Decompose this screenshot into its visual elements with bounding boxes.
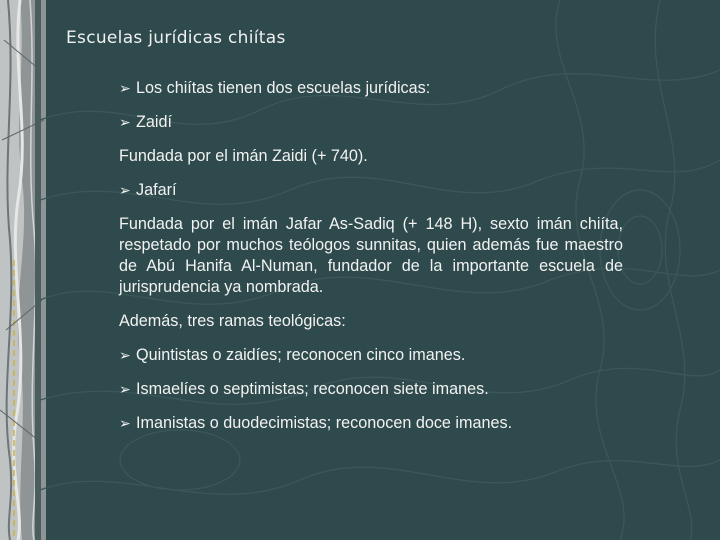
bullet-item <box>119 345 623 366</box>
arrow-bullet-icon: ➢ <box>119 80 131 96</box>
arrow-bullet-icon: ➢ <box>119 381 131 397</box>
bullet-text: Los chiítas tienen dos escuelas jurídicas: <box>136 79 431 97</box>
paragraph: Fundada por el imán Jafar As-Sadiq (+ 148 H), sexto imán chiíta, respetado por muchos teólogos sunnitas, quien además fue maestro de Abú Hanifa Al-Numan, fundador de la importante escuela de jurisprudencia ya nombrada. <box>119 215 623 296</box>
bullet-item <box>119 379 623 400</box>
bullet-text: Imanistas o duodecimistas; reconocen doce imanes. <box>136 414 513 432</box>
bullet-item <box>119 112 623 133</box>
slide-title: Escuelas jurídicas chiítas <box>66 28 286 48</box>
bullet-text: Quintistas o zaidíes; reconocen cinco imanes. <box>136 346 466 364</box>
bullet-item <box>119 413 623 434</box>
bullet-item <box>119 180 623 201</box>
bullet-text: Ismaelíes o septimistas; reconocen siete imanes. <box>136 380 489 398</box>
slide-content <box>119 72 623 434</box>
bullet-item <box>119 78 623 99</box>
arrow-bullet-icon: ➢ <box>119 182 131 198</box>
arrow-bullet-icon: ➢ <box>119 114 131 130</box>
bullet-text: Zaidí <box>136 113 172 131</box>
arrow-bullet-icon: ➢ <box>119 415 131 431</box>
arrow-bullet-icon: ➢ <box>119 347 131 363</box>
paragraph: Fundada por el imán Zaidi (+ 740). <box>119 147 368 165</box>
paragraph: Además, tres ramas teológicas: <box>119 312 346 330</box>
bullet-text: Jafarí <box>136 181 177 199</box>
